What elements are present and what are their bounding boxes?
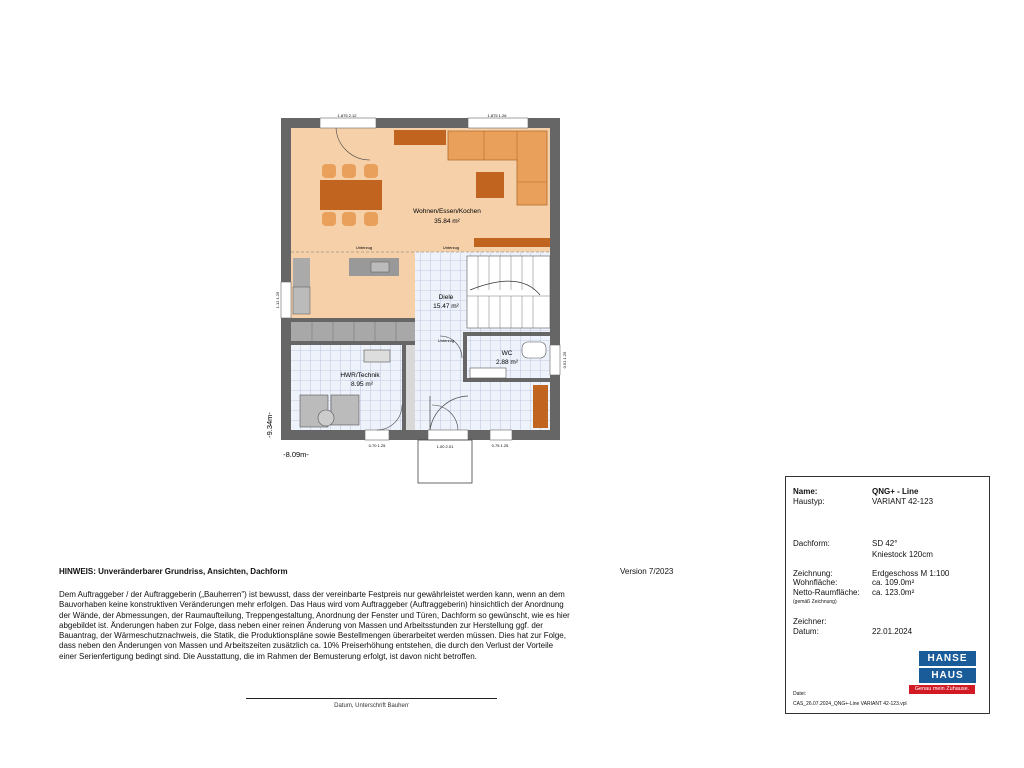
- room-label-hwr: HWR/Technik: [340, 372, 380, 379]
- room-label-wc: WC: [501, 350, 513, 357]
- signature-label: Datum, Unterschrift Bauherr: [334, 703, 409, 709]
- kniestock-value: Kniestock 120cm: [872, 550, 933, 559]
- room-label-living: Wohnen/Essen/Kochen: [413, 208, 481, 215]
- room-area-diele: 15.47 m²: [433, 303, 459, 310]
- window-label: 1.12 1.25: [275, 291, 280, 309]
- wohnflaeche-key: Wohnfläche:: [793, 578, 838, 587]
- netto-note: (gemäß Zeichnung): [793, 599, 837, 605]
- window-label: 0.51 1.25: [562, 351, 567, 369]
- dimension-height: -9.34m-: [265, 412, 274, 438]
- beam-label: Unterzug: [355, 245, 373, 250]
- window-label: 0.70 1.25: [368, 443, 386, 448]
- zeichner-key: Zeichner:: [793, 617, 827, 626]
- beam-label: Unterzug: [437, 338, 455, 343]
- datei-value: CAS_26.07.2024_QNG+-Line VARIANT 42-123.vpl: [793, 701, 907, 707]
- haustyp-key: Haustyp:: [793, 497, 825, 506]
- note-title: HINWEIS: Unveränderbarer Grundriss, Ansichten, Dachform: [59, 567, 288, 576]
- hanse-haus-logo: [914, 651, 977, 697]
- room-area-hwr: 8.95 m²: [350, 381, 374, 388]
- note-body: [59, 590, 699, 662]
- datei-key: Datei:: [793, 691, 807, 697]
- note-line: Bauantrag, der Wärmeschutznachweis, die Statik, die Produktionspläne sowie Bestellmengen überarbeitet werden müssen. Dies hat zur Folge,: [59, 631, 566, 641]
- logo-line-1: HANSE: [919, 651, 976, 666]
- room-area-wc: 2.88 m²: [495, 359, 519, 366]
- door-label: 1.00 2.01: [436, 444, 454, 449]
- note-version: Version 7/2023: [620, 567, 674, 576]
- datum-value: 22.01.2024: [872, 627, 913, 636]
- netto-key: Netto-Raumfläche:: [793, 588, 860, 597]
- wohnflaeche-value: ca. 109.0m²: [872, 578, 915, 587]
- note-line: einer Serienfertigung bedingt sind. Die Ausstattung, die im Rahmen der Bemusterung erfolgt, ist davon nicht betroffen.: [59, 651, 477, 661]
- logo-tagline: Genau mein Zuhause.: [909, 685, 975, 694]
- note-line: der Wände, der Abmessungen, der Raumaufteilung, Treppengestaltung, Anordnung der Fenster und Türen, Dachform so gewünscht, wie es hier: [59, 610, 570, 620]
- note-line: dass neben den Änderungen von Massen und Arbeitszeiten zusätzlich ca. 10% Preiserhöhung entstehen, die durch den Verlust der Vorteile: [59, 641, 554, 651]
- netto-value: ca. 123.0m²: [872, 588, 915, 597]
- note-line: Dem Auftraggeber / der Auftraggeberin („Bauherren") ist bewusst, dass der vereinbarte Festpreis nur gewährleistet werden kann, wenn an dem: [59, 590, 565, 599]
- window-label: 0.75 1.25: [491, 443, 509, 448]
- room-label-diele: Diele: [438, 294, 454, 301]
- beam-label: Unterzug: [442, 245, 460, 250]
- window-label: 1.875 2.12: [337, 113, 357, 118]
- name-key: Name:: [793, 487, 818, 496]
- dachform-key: Dachform:: [793, 539, 830, 548]
- zeichnung-value: Erdgeschoss M 1:100: [872, 569, 950, 578]
- note-line: abgebildet ist. Änderungen haben zur Folge, dass neben einer reinen Änderung von Massen und Arbeitsstunden zur Herstellung ggf. der: [59, 620, 543, 630]
- dimension-width: -8.09m-: [283, 450, 309, 459]
- signature-line: [246, 698, 497, 699]
- room-area-living: 35.84 m²: [434, 218, 460, 225]
- logo-line-2: HAUS: [919, 668, 976, 683]
- name-value: QNG+ - Line: [872, 487, 919, 496]
- zeichnung-key: Zeichnung:: [793, 569, 833, 578]
- window-label: 1.875 1.26: [487, 113, 507, 118]
- haustyp-value: VARIANT 42-123: [872, 497, 934, 506]
- dachform-value: SD 42°: [872, 539, 898, 548]
- datum-key: Datum:: [793, 627, 819, 636]
- note-line: Bauvorhaben keine konstruktiven Veränderungen mehr erfolgen. Das Haus wird vom Auftraggeber (Auftraggeberin) hinsichtlich der Anordnung: [59, 600, 564, 610]
